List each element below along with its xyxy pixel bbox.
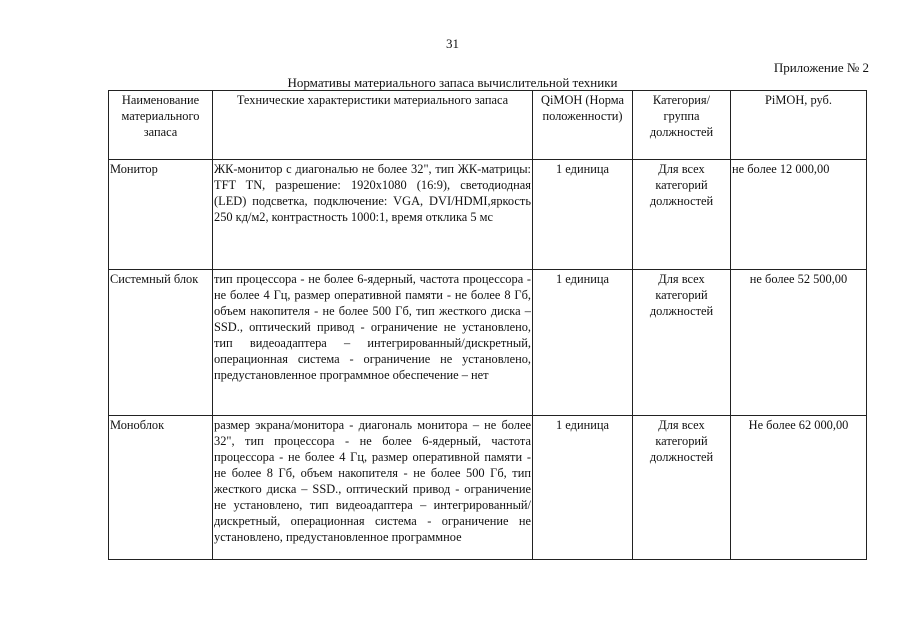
appendix-label: Приложение № 2 [773, 60, 869, 75]
cell-category: Для всех категорий должностей [633, 416, 731, 560]
page-number: 31 [446, 36, 459, 51]
norms-table [108, 90, 867, 560]
cell-qty: 1 единица [533, 270, 633, 416]
cell-qty: 1 единица [533, 416, 633, 560]
cell-name: Системный блок [109, 270, 213, 416]
cell-specs: тип процессора - не более 6-ядерный, частота процессора - не более 4 Гц, размер оперативной памяти - не более 8 Гб, объем накопителя - не более 500 Гб, тип жесткого диска – SSD., оптический привод - ограничение не установлено, тип видеоадаптера – интегрированный/дискретный, операционная система - ограничение не установлено, предустановленное программное обеспечение – нет [213, 270, 533, 416]
header-name: Наименование материального запаса [109, 91, 213, 160]
table-header-row [109, 91, 867, 160]
header-category: Категория/ группа должностей [633, 91, 731, 160]
cell-category: Для всех категорий должностей [633, 270, 731, 416]
cell-name: Моноблок [109, 416, 213, 560]
header-specs: Технические характеристики материального запаса [213, 91, 533, 160]
table-row [109, 270, 867, 416]
cell-price: не более 52 500,00 [731, 270, 867, 416]
table-row [109, 160, 867, 270]
cell-qty: 1 единица [533, 160, 633, 270]
document-title: Нормативы материального запаса вычислительной техники [287, 75, 618, 90]
cell-price: Не более 62 000,00 [731, 416, 867, 560]
cell-name: Монитор [109, 160, 213, 270]
cell-specs: ЖК-монитор с диагональю не более 32", тип ЖК-матрицы: TFT TN, разрешение: 1920х1080 (16:9), светодиодная (LED) подсветка, подключение: VGA, DVI/HDMI,яркость 250 кд/м2, контрастность 1000:1, время отклика 5 мс [213, 160, 533, 270]
cell-category: Для всех категорий должностей [633, 160, 731, 270]
table-row [109, 416, 867, 560]
cell-specs: размер экрана/монитора - диагональ монитора – не более 32", тип процессора - не более 6-ядерный, частота процессора - не более 4 Гц, размер оперативной памяти - не более 8 Гб, объем накопителя - не более 500 Гб, тип жесткого диска – SSD., оптический привод - ограничение не установлено, тип видеоадаптера – интегрированный/ дискретный, операционная система - ограничение не установлено, предустановленное программное [213, 416, 533, 560]
header-qty: QiМОН (Норма положенности) [533, 91, 633, 160]
cell-price: не более 12 000,00 [731, 160, 867, 270]
header-price: PiМОН, руб. [731, 91, 867, 160]
